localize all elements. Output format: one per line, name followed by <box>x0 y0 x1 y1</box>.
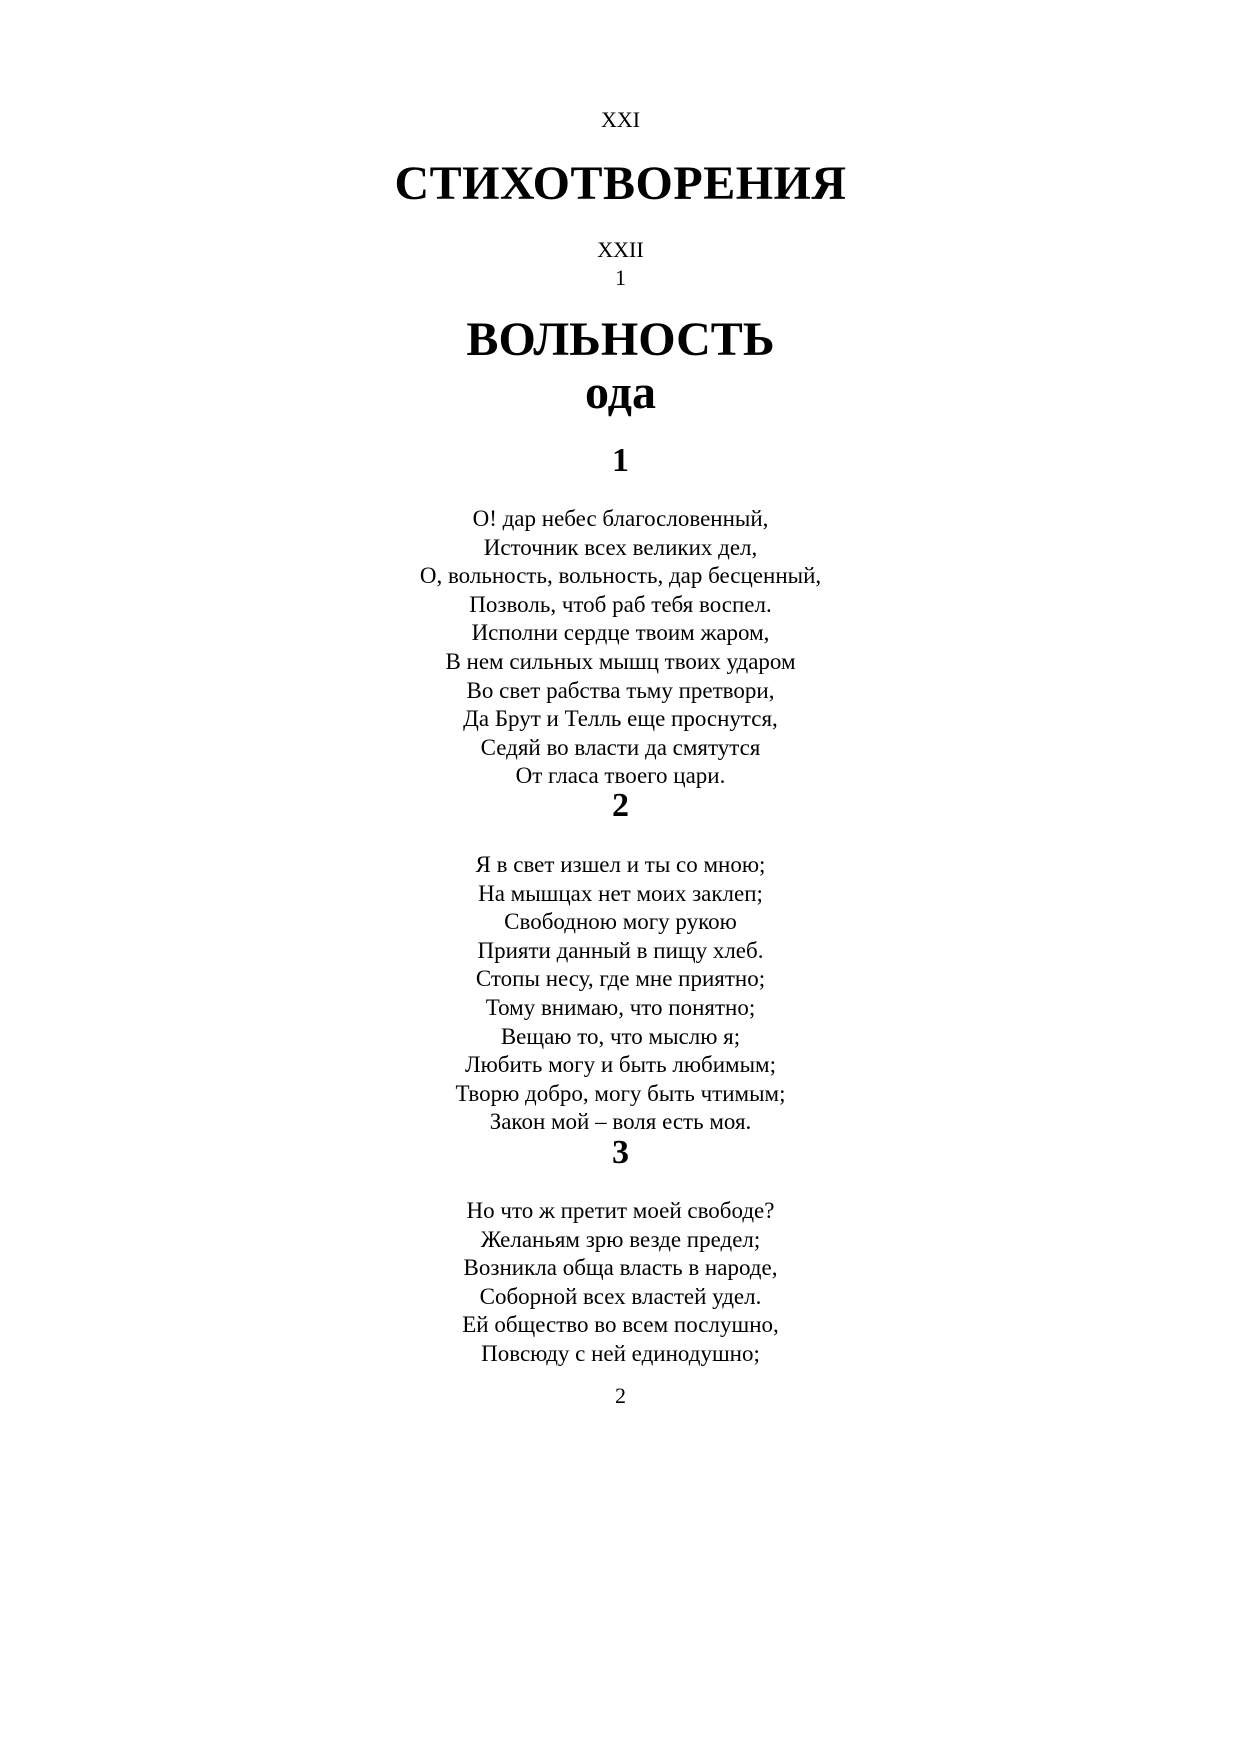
verse-line: Закон мой – воля есть моя. <box>489 1109 752 1135</box>
roman-numeral-second: XXII <box>597 237 644 262</box>
stanza-number: 3 <box>612 1134 629 1171</box>
verse-line: Но что ж претит моей свободе? <box>466 1198 775 1223</box>
stanza-number: 2 <box>612 787 629 824</box>
verse-line: Вещаю то, что мыслю я; <box>500 1023 741 1049</box>
verse-line: В нем сильных мышц твоих ударом <box>445 648 796 674</box>
verse-line: Источник всех великих дел, <box>483 534 758 560</box>
verse-line: Возникла обща власть в народе, <box>463 1255 778 1281</box>
verse-line: Седяй во власти да смятутся <box>480 734 761 760</box>
verse-line: О! дар небес благословенный, <box>472 506 769 531</box>
verse-line: Любить могу и быть любимым; <box>465 1052 776 1078</box>
stanza-1 <box>0 505 1241 791</box>
verse-line: Повсюду с ней единодушно; <box>481 1340 760 1366</box>
verse-line: Стопы несу, где мне приятно; <box>475 966 766 992</box>
verse-line: О, вольность, вольность, дар бесценный, <box>419 563 822 589</box>
verse-line: Тому внимаю, что понятно; <box>485 994 756 1020</box>
page-number: 2 <box>615 1383 626 1408</box>
poem-title: ВОЛЬНОСТЬ <box>466 313 775 366</box>
section-title: СТИХОТВОРЕНИЯ <box>394 157 847 210</box>
verse-line: Я в свет изшел и ты со мною; <box>475 852 766 877</box>
verse-line: Во свет рабства тьму претвори, <box>466 677 775 703</box>
verse-line: Ей общество во всем послушно, <box>462 1312 779 1338</box>
poem-number: 1 <box>615 265 626 290</box>
verse-line: Свободною могу рукою <box>504 909 737 935</box>
stanza-number: 1 <box>612 442 629 479</box>
verse-line: Соборной всех властей удел. <box>479 1283 762 1309</box>
verse-line: На мышцах нет моих заклеп; <box>478 880 763 906</box>
poem-subtitle: ода <box>585 366 656 419</box>
verse-line: Исполни сердце твоим жаром, <box>471 620 770 646</box>
verse-line: Творю добро, могу быть чтимым; <box>455 1080 786 1106</box>
verse-line: Да Брут и Телль еще проснутся, <box>463 706 778 732</box>
verse-line: От гласа твоего цари. <box>515 763 726 789</box>
stanza-2 <box>0 851 1241 1137</box>
stanza-3 <box>0 1197 1241 1369</box>
verse-line: Желаньям зрю везде предел; <box>480 1226 761 1252</box>
verse-line: Позволь, чтоб раб тебя воспел. <box>469 591 772 617</box>
verse-line: Прияти данный в пищу хлеб. <box>477 937 764 963</box>
roman-numeral-top: XXI <box>600 107 641 132</box>
